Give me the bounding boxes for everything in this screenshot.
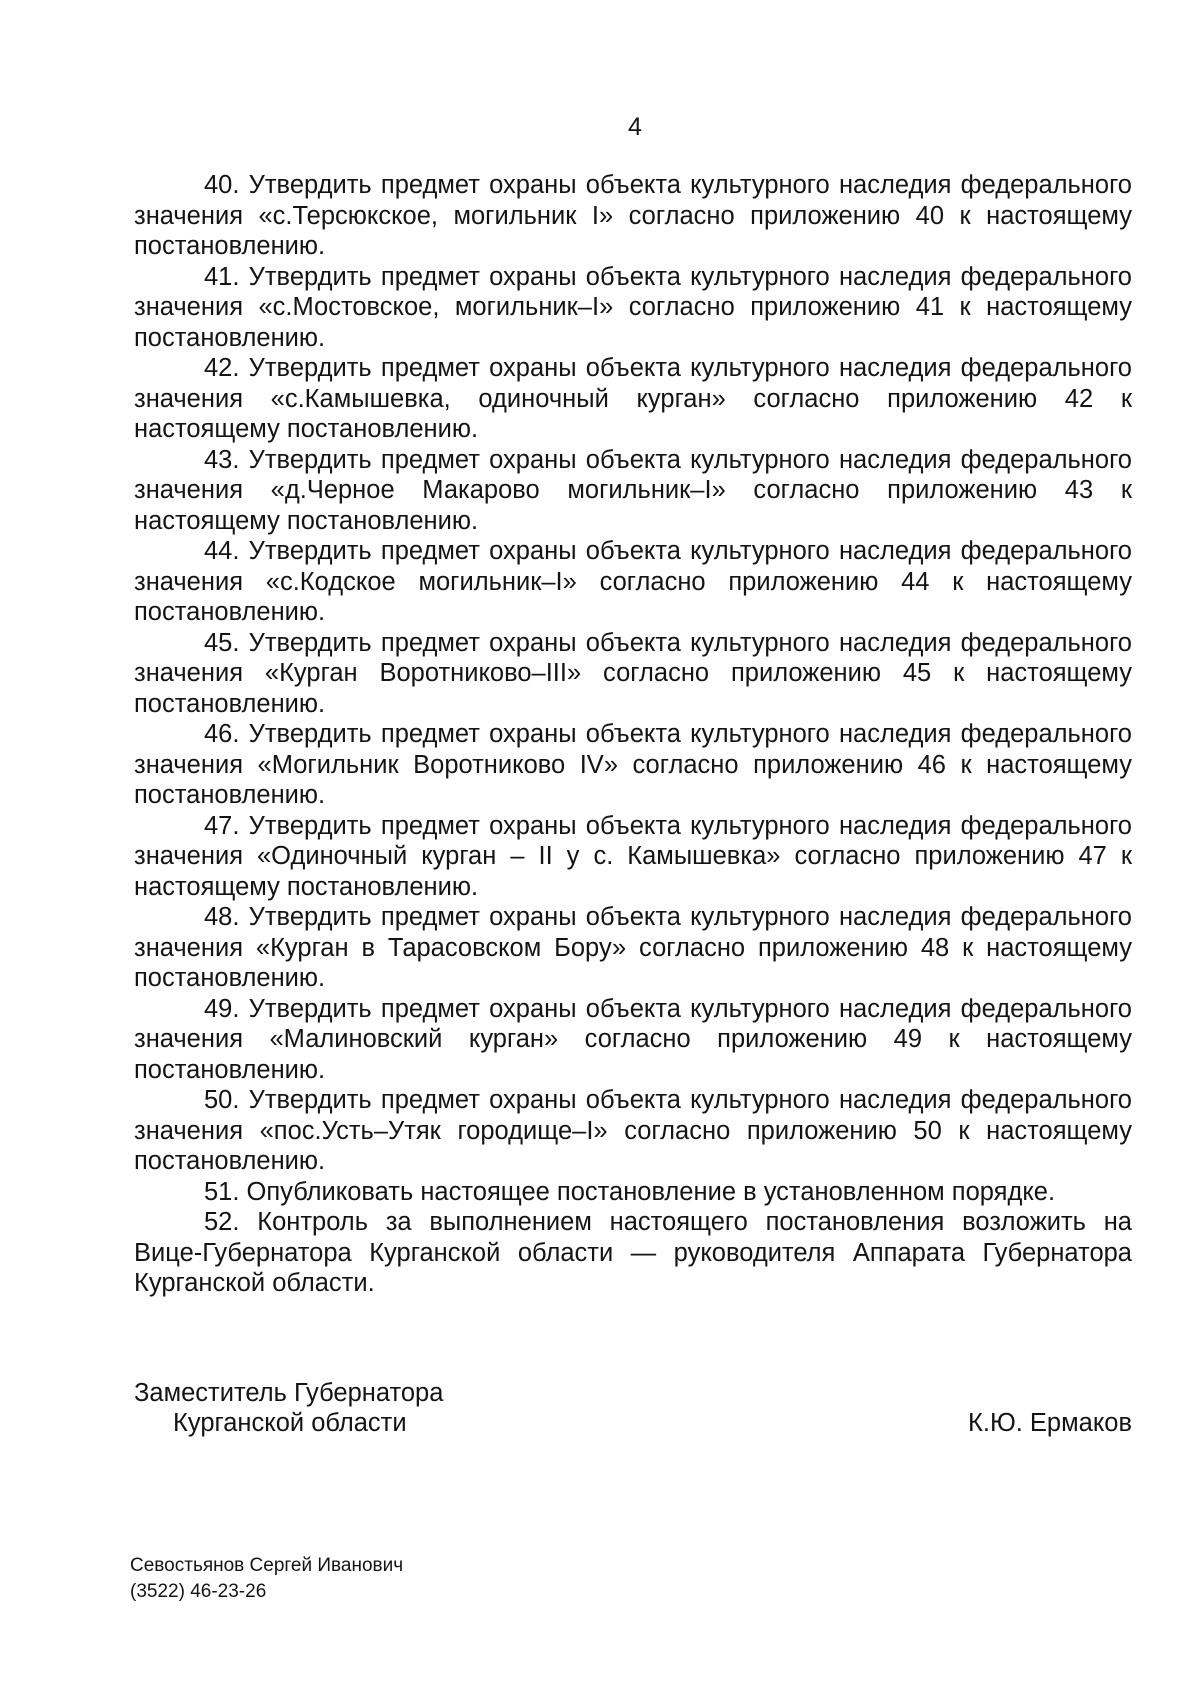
signatory-title-line1: Заместитель Губернатора — [134, 1379, 444, 1407]
paragraph-51: 51. Опубликовать настоящее постановление в установленном порядке. — [204, 1177, 1056, 1206]
paragraph-44: 44. Утвердить предмет охраны объекта культурного наследия федерального значения «с.Кодское могильник–I» согласно приложению 44 к настоящему постановлению. — [134, 537, 1132, 626]
paragraph-47: 47. Утвердить предмет охраны объекта культурного наследия федерального значения «Одиночный курган – II у с. Камышевка» согласно приложению 47 к настоящему постановлению. — [134, 811, 1132, 901]
paragraph-48: 48. Утвердить предмет охраны объекта культурного наследия федерального значения «Курган в Тарасовском Бору» согласно приложению 48 к настоящему постановлению. — [134, 903, 1132, 992]
paragraph-49: 49. Утвердить предмет охраны объекта культурного наследия федерального значения «Малиновский курган» согласно приложению 49 к настоящему постановлению. — [134, 994, 1132, 1084]
executor-name: Севостьянов Сергей Иванович — [130, 1555, 404, 1576]
paragraph-52: 52. Контроль за выполнением настоящего постановления возложить на Вице-Губернатора Курганской области — руководителя Аппарата Губернатора Курганской области. — [134, 1208, 1132, 1297]
executor-block — [130, 1553, 403, 1605]
paragraph-41: 41. Утвердить предмет охраны объекта культурного наследия федерального значения «с.Мостовское, могильник–I» согласно приложению 41 к настоящему постановлению. — [134, 262, 1132, 352]
document-body — [134, 170, 1132, 1299]
paragraph-46: 46. Утвердить предмет охраны объекта культурного наследия федерального значения «Могильник Воротниково IV» согласно приложению 46 к настоящему постановлению. — [134, 720, 1132, 809]
paragraph-43: 43. Утвердить предмет охраны объекта культурного наследия федерального значения «д.Черное Макарово могильник–I» согласно приложению 43 к настоящему постановлению. — [134, 445, 1132, 535]
paragraph-45: 45. Утвердить предмет охраны объекта культурного наследия федерального значения «Курган Воротниково–III» согласно приложению 45 к настоящему постановлению. — [134, 628, 1132, 718]
paragraph-42: 42. Утвердить предмет охраны объекта культурного наследия федерального значения «с.Камышевка, одиночный курган» согласно приложению 42 к настоящему постановлению. — [134, 354, 1132, 443]
paragraph-50: 50. Утвердить предмет охраны объекта культурного наследия федерального значения «пос.Усть–Утяк городище–I» согласно приложению 50 к настоящему постановлению. — [134, 1086, 1132, 1175]
paragraph-40: 40. Утвердить предмет охраны объекта культурного наследия федерального значения «с.Терсюкское, могильник I» согласно приложению 40 к настоящему постановлению. — [134, 171, 1132, 260]
executor-phone: (3522) 46-23-26 — [130, 1581, 267, 1602]
signatory-name: К.Ю. Ермаков — [968, 1409, 1132, 1437]
signatory-title-line2: Курганской области — [173, 1409, 407, 1437]
page-number: 4 — [628, 113, 642, 141]
